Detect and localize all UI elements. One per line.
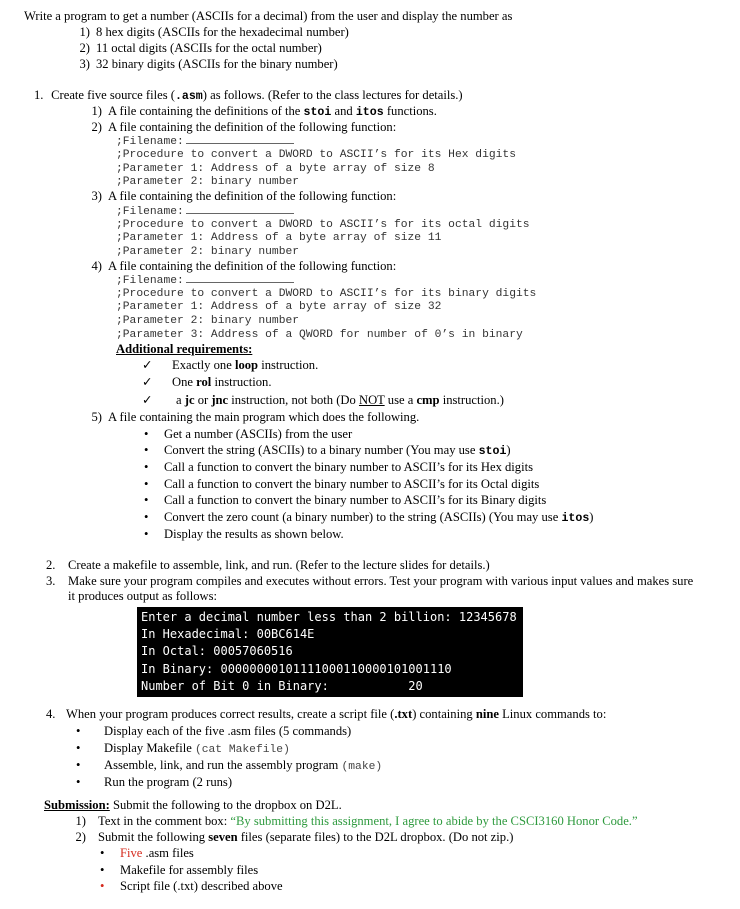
submit-file-2 xyxy=(100,862,258,879)
submission-item-text: Submit the following xyxy=(98,830,209,844)
bullet-icon: • xyxy=(144,427,149,441)
step-4-text: When your program produces correct results, create a script file ( xyxy=(66,707,395,721)
bullet-icon: • xyxy=(76,724,81,738)
terminal-line: Number of Bit 0 in Binary: 20 xyxy=(141,678,423,693)
cat-command: (cat Makefile) xyxy=(194,744,290,756)
intro-item-num: 3) xyxy=(79,57,90,71)
script-item-4 xyxy=(76,774,232,791)
req-bold: jc xyxy=(184,393,195,407)
req-text: use a xyxy=(384,393,417,407)
step-1-text-pre: Create five source files ( xyxy=(51,88,175,102)
code-line: ;Parameter 1: Address of a byte array of size 8 xyxy=(116,163,435,175)
req-text: instruction. xyxy=(258,358,319,372)
terminal-output xyxy=(137,607,523,697)
code-line: ;Procedure to convert a DWORD to ASCII’s for its octal digits xyxy=(116,219,530,231)
bullet-icon: • xyxy=(144,493,149,507)
file-num: 3) xyxy=(91,189,102,203)
make-command: (make) xyxy=(341,761,383,773)
submission-text: Submit the following to the dropbox on D2L. xyxy=(109,798,342,812)
intro-item-text: 11 octal digits (ASCIIs for the octal number) xyxy=(96,41,322,55)
checkmark-icon: ✓ xyxy=(142,358,153,372)
main-step-5 xyxy=(144,492,546,509)
intro-item-3 xyxy=(68,56,338,73)
file-4-text: A file containing the definition of the following function: xyxy=(108,259,397,273)
bullet-icon: • xyxy=(76,741,81,755)
filename-blank xyxy=(186,133,294,144)
intro-text: Write a program to get a number (ASCIIs for a decimal) from the user and display the number as xyxy=(24,9,513,23)
itos-code: itos xyxy=(355,106,384,119)
submission-item-text: Text in the comment box: xyxy=(98,814,231,828)
step-num: 4. xyxy=(46,707,56,721)
main-step-text: Call a function to convert the binary number to ASCII’s for its Hex digits xyxy=(164,460,534,474)
req-bold: jnc xyxy=(211,393,229,407)
bullet-icon: • xyxy=(144,477,149,491)
req-text: instruction, not both (Do xyxy=(228,393,359,407)
bullet-icon: • xyxy=(144,510,149,524)
code-line: ;Filename: xyxy=(116,136,184,148)
step-2 xyxy=(46,557,490,574)
step-2-text: Create a makefile to assemble, link, and run. (Refer to the lecture slides for details.) xyxy=(68,558,490,572)
filename-blank xyxy=(186,272,294,283)
file-5 xyxy=(80,409,419,426)
file-3-text: A file containing the definition of the following function: xyxy=(108,189,397,203)
terminal-line: In Hexadecimal: 00BC614E xyxy=(141,627,315,642)
requirement-2 xyxy=(142,374,271,391)
filename-blank xyxy=(186,203,294,214)
additional-requirements-heading: Additional requirements: xyxy=(116,342,253,356)
requirement-3 xyxy=(142,392,504,409)
main-step-text: ) xyxy=(589,510,594,524)
submission-num: 1) xyxy=(75,814,86,828)
req-text: instruction.) xyxy=(439,393,504,407)
file-num: 2) xyxy=(91,120,102,134)
file-2-text: A file containing the definition of the following function: xyxy=(108,120,397,134)
submission-item-text: files (separate files) to the D2L dropbox. (Do not zip.) xyxy=(237,830,514,844)
main-step-text: Convert the string (ASCIIs) to a binary number (You may use xyxy=(164,443,479,457)
seven-bold: seven xyxy=(208,830,238,844)
intro-item-num: 2) xyxy=(79,41,90,55)
script-item-1 xyxy=(76,723,351,740)
step-3-line-2: it produces output as follows: xyxy=(68,589,218,603)
step-num: 1. xyxy=(34,88,44,102)
intro-item-1 xyxy=(68,24,349,41)
code-line: ;Parameter 2: binary number xyxy=(116,176,300,188)
bullet-icon: • xyxy=(144,527,149,541)
req-text: a xyxy=(176,393,185,407)
file-num: 5) xyxy=(91,410,102,424)
code-line: ;Parameter 1: Address of a byte array of size 32 xyxy=(116,301,442,313)
main-step-text: Call a function to convert the binary number to ASCII’s for its Octal digits xyxy=(164,477,540,491)
main-step-text: Get a number (ASCIIs) from the user xyxy=(164,427,353,441)
script-item-text: Run the program (2 runs) xyxy=(104,775,233,789)
script-item-2 xyxy=(76,740,290,759)
submission-heading: Submission: xyxy=(44,798,110,812)
intro-item-text: 8 hex digits (ASCIIs for the hexadecimal number) xyxy=(96,25,349,39)
main-step-text: Convert the zero count (a binary number) to the string (ASCIIs) (You may use xyxy=(164,510,562,524)
submit-file-text: Makefile for assembly files xyxy=(120,863,259,877)
bullet-icon: • xyxy=(100,846,105,860)
req-text: Exactly one xyxy=(172,358,235,372)
script-item-text: Display each of the five .asm files (5 commands) xyxy=(104,724,352,738)
step-4-text: ) containing xyxy=(412,707,476,721)
req-text: instruction. xyxy=(211,375,272,389)
file-1-text: A file containing the definitions of the xyxy=(108,104,304,118)
req-bold: loop xyxy=(234,358,259,372)
bullet-icon: • xyxy=(144,443,149,457)
req-underline: NOT xyxy=(358,393,385,407)
submission xyxy=(44,797,342,814)
bullet-icon: • xyxy=(100,863,105,877)
main-step-2 xyxy=(144,442,511,461)
code-line: ;Parameter 3: Address of a QWORD for number of 0’s in binary xyxy=(116,329,523,341)
stoi-code: stoi xyxy=(478,445,507,458)
requirement-1 xyxy=(142,357,318,374)
terminal-line: In Octal: 00057060516 xyxy=(141,644,293,659)
file-num: 1) xyxy=(91,104,102,118)
code-line: ;Procedure to convert a DWORD to ASCII’s for its binary digits xyxy=(116,288,537,300)
file-1-and: and xyxy=(331,104,356,118)
step-num: 3. xyxy=(46,574,56,588)
main-step-1 xyxy=(144,426,352,443)
bullet-icon: • xyxy=(144,460,149,474)
submit-file-1 xyxy=(100,845,194,862)
submission-item-1 xyxy=(60,813,638,830)
req-bold: cmp xyxy=(416,393,440,407)
submit-file-text: Script file (.txt) described above xyxy=(120,879,283,893)
step-4 xyxy=(46,706,606,723)
main-step-7 xyxy=(144,526,344,543)
submit-file-3 xyxy=(100,878,283,895)
main-step-text: ) xyxy=(506,443,511,457)
terminal-line: Enter a decimal number less than 2 billion: 12345678 xyxy=(141,610,517,624)
main-step-text: Display the results as shown below. xyxy=(164,527,344,541)
bullet-icon: • xyxy=(76,775,81,789)
script-item-3 xyxy=(76,757,382,776)
checkmark-icon: ✓ xyxy=(142,393,153,407)
nine-bold: nine xyxy=(475,707,499,721)
file-1-post: functions. xyxy=(383,104,437,118)
step-4-text: Linux commands to: xyxy=(498,707,607,721)
main-step-6 xyxy=(144,509,594,528)
main-step-text: Call a function to convert the binary number to ASCII’s for its Binary digits xyxy=(164,493,547,507)
step-3-text: Make sure your program compiles and executes without errors. Test your program with various input values and makes sure xyxy=(68,574,694,588)
step-1-text-post: ) as follows. (Refer to the class lectures for details.) xyxy=(202,88,463,102)
submission-num: 2) xyxy=(75,830,86,844)
intro-item-text: 32 binary digits (ASCIIs for the binary number) xyxy=(96,57,338,71)
script-item-text: Display Makefile xyxy=(104,741,195,755)
file-5-text: A file containing the main program which does the following. xyxy=(108,410,420,424)
req-bold: rol xyxy=(196,375,212,389)
main-step-3 xyxy=(144,459,533,476)
bullet-icon: • xyxy=(100,879,105,893)
req-text: One xyxy=(172,375,197,389)
terminal-line: In Binary: 00000000101111000110000101001110 xyxy=(141,661,452,676)
code-line: ;Parameter 2: binary number xyxy=(116,315,300,327)
bullet-icon: • xyxy=(76,758,81,772)
txt-bold: .txt xyxy=(394,707,413,721)
itos-code: itos xyxy=(561,512,590,525)
req-text: or xyxy=(194,393,212,407)
code-line: ;Parameter 2: binary number xyxy=(116,246,300,258)
asm-extension: .asm xyxy=(174,90,203,103)
honor-code-quote: “By submitting this assignment, I agree to abide by the CSCI3160 Honor Code.” xyxy=(230,814,638,828)
stoi-code: stoi xyxy=(303,106,332,119)
submission-item-2 xyxy=(60,829,513,846)
script-item-text: Assemble, link, and run the assembly program xyxy=(104,758,342,772)
step-num: 2. xyxy=(46,558,56,572)
submit-file-text: .asm files xyxy=(142,846,194,860)
intro-item-num: 1) xyxy=(79,25,90,39)
checkmark-icon: ✓ xyxy=(142,375,153,389)
file-num: 4) xyxy=(91,259,102,273)
code-line: ;Parameter 1: Address of a byte array of size 11 xyxy=(116,232,442,244)
main-step-4 xyxy=(144,476,539,493)
intro-item-2 xyxy=(68,40,322,57)
five-red: Five xyxy=(120,846,143,860)
code-line: ;Filename: xyxy=(116,206,184,218)
code-line: ;Filename: xyxy=(116,275,184,287)
code-line: ;Procedure to convert a DWORD to ASCII’s for its Hex digits xyxy=(116,149,516,161)
